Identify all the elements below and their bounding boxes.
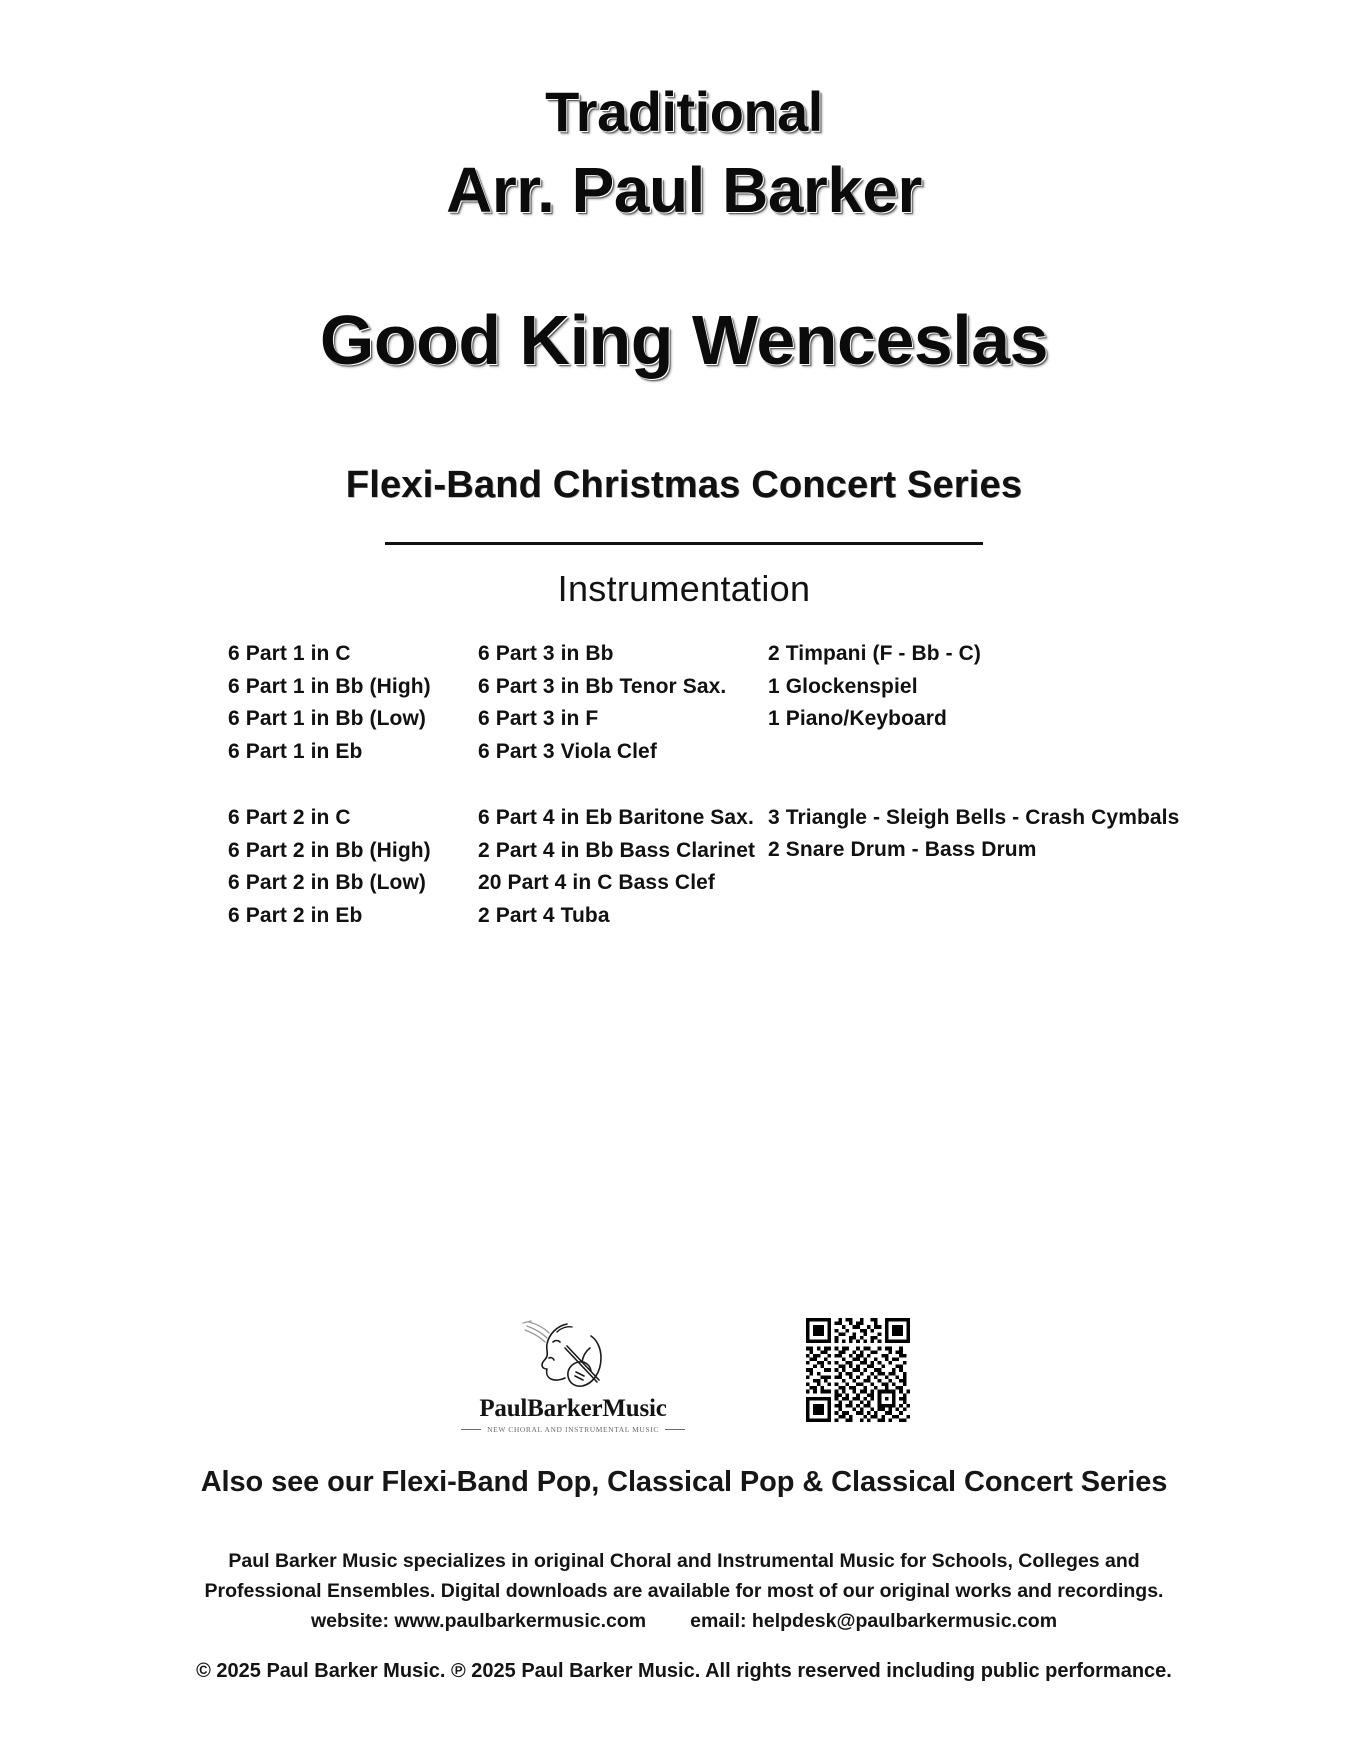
copyright-line: © 2025 Paul Barker Music. ℗ 2025 Paul Barker Music. All rights reserved including public performance. (196, 1660, 1172, 1682)
website-text: website: www.paulbarkermusic.com (310, 1610, 647, 1632)
title-divider (385, 542, 983, 545)
brand-row (0, 1318, 1368, 1434)
instrumentation-group (768, 802, 1180, 867)
list-item: 6 Part 1 in Eb (228, 739, 363, 763)
list-item: 6 Part 3 in Bb (478, 642, 614, 665)
arranger-credit: Arr. Paul Barker (446, 154, 922, 226)
publisher-logo (458, 1318, 688, 1434)
list-item: 2 Snare Drum - Bass Drum (768, 838, 1037, 861)
instrumentation-list (228, 638, 1228, 932)
company-blurb (0, 1546, 1368, 1636)
logo-tagline: NEW CHORAL AND INSTRUMENTAL MUSIC (487, 1425, 659, 1434)
list-item: 1 Glockenspiel (768, 674, 918, 698)
list-item: 6 Part 1 in C (228, 642, 351, 665)
list-item: 6 Part 1 in Bb (High) (228, 674, 431, 698)
blurb-line-2: Professional Ensembles. Digital downloads are available for most of our original works and recordings. (204, 1580, 1164, 1602)
list-item: 6 Part 3 in Bb Tenor Sax. (478, 674, 727, 698)
qr-code[interactable] (806, 1318, 910, 1422)
instrumentation-column-1 (228, 638, 478, 932)
instrumentation-group (228, 638, 478, 768)
instrumentation-column-2 (478, 638, 768, 932)
list-item: 6 Part 3 in F (478, 707, 599, 730)
list-item: 6 Part 4 in Eb Baritone Sax. (478, 806, 754, 829)
tagline-rule-left (461, 1429, 481, 1431)
list-item: 1 Piano/Keyboard (768, 707, 947, 730)
list-item: 6 Part 2 in Bb (Low) (228, 871, 427, 894)
instrumentation-heading: Instrumentation (557, 568, 811, 609)
violin-face-logo-icon (513, 1318, 633, 1394)
composer-credit: Traditional (545, 80, 823, 143)
list-item: 6 Part 3 Viola Clef (478, 739, 657, 763)
email-text: email: helpdesk@paulbarkermusic.com (690, 1610, 1058, 1632)
list-item: 2 Part 4 in Bb Bass Clarinet (478, 838, 756, 862)
group-spacer (228, 768, 478, 802)
instrumentation-group (478, 802, 768, 932)
logo-tagline-row (458, 1425, 688, 1434)
group-spacer (768, 736, 1168, 802)
blurb-line-1: Paul Barker Music specializes in original Choral and Instrumental Music for Schools, Colleges and (228, 1550, 1140, 1572)
instrumentation-column-3 (768, 638, 1180, 867)
list-item: 6 Part 2 in Bb (High) (228, 838, 431, 862)
list-item: 2 Part 4 Tuba (478, 903, 610, 927)
group-spacer (478, 768, 768, 802)
also-see-line: Also see our Flexi-Band Pop, Classical Pop & Classical Concert Series (200, 1466, 1168, 1498)
list-item: 6 Part 2 in Eb (228, 903, 363, 927)
tagline-rule-right (665, 1429, 685, 1431)
list-item: 6 Part 1 in Bb (Low) (228, 707, 427, 730)
instrumentation-group (478, 638, 768, 768)
logo-wordmark: PaulBarkerMusic (479, 1395, 667, 1422)
list-item: 2 Timpani (F - Bb - C) (768, 642, 981, 665)
instrumentation-group (768, 638, 1168, 736)
series-subtitle: Flexi-Band Christmas Concert Series (345, 464, 1023, 506)
instrumentation-group (228, 802, 478, 932)
contact-line (0, 1606, 1368, 1636)
work-title: Good King Wenceslas (319, 301, 1049, 379)
list-item: 3 Triangle - Sleigh Bells - Crash Cymbals (768, 805, 1180, 829)
list-item: 6 Part 2 in C (228, 806, 351, 829)
list-item: 20 Part 4 in C Bass Clef (478, 871, 715, 894)
